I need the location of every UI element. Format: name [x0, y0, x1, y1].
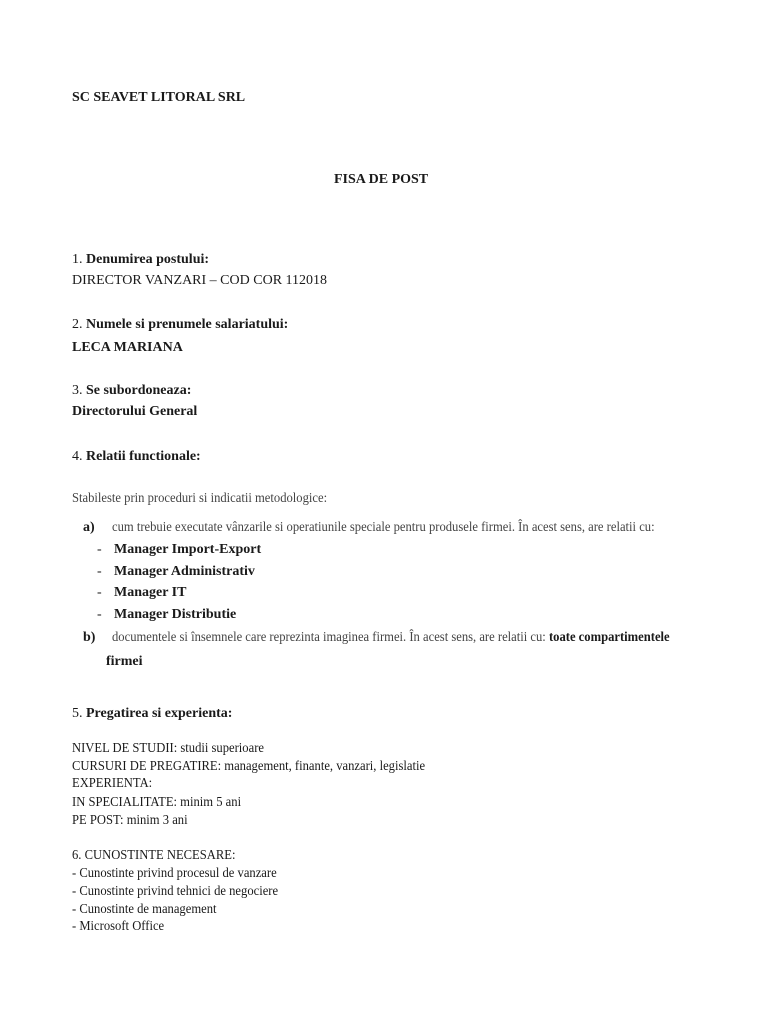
employee-name-value: LECA MARIANA: [72, 340, 183, 355]
manager-import-export: Manager Import-Export: [114, 542, 262, 557]
item-b-bold: toate compartimentele: [548, 630, 670, 645]
dash-3: -: [97, 585, 102, 600]
experience-post: PE POST: minim 3 ani: [72, 813, 188, 828]
item-a-text: cum trebuie executate vânzarile si operatiunile speciale pentru produsele firmei. În acest sens, are relatii cu:: [112, 520, 655, 535]
section-4-title: Relatii functionale:: [86, 449, 201, 464]
job-title-value: DIRECTOR VANZARI – COD COR 112018: [72, 273, 328, 288]
relations-intro: Stabileste prin proceduri si indicatii metodologice:: [72, 491, 328, 506]
training-courses: CURSURI DE PREGATIRE: management, finante, vanzari, legislatie: [72, 759, 426, 774]
section-6-heading: 6. CUNOSTINTE NECESARE:: [72, 848, 236, 863]
section-1-heading: [72, 252, 209, 268]
manager-it: Manager IT: [114, 585, 187, 600]
company-name: SC SEAVET LITORAL SRL: [72, 90, 246, 105]
item-a-label: a): [83, 520, 95, 535]
dash-2: -: [97, 564, 102, 579]
section-4-number: 4.: [72, 449, 86, 464]
section-1-number: 1.: [72, 252, 86, 267]
section-5-heading: [72, 706, 232, 722]
section-4-heading: [72, 449, 201, 465]
dash-1: -: [97, 542, 102, 557]
section-5-title: Pregatirea si experienta:: [86, 706, 233, 721]
knowledge-microsoft-office: - Microsoft Office: [72, 919, 165, 934]
experience-label: EXPERIENTA:: [72, 776, 153, 791]
knowledge-negotiation: - Cunostinte privind tehnici de negociere: [72, 884, 279, 899]
item-b-text: documentele si însemnele care reprezinta imaginea firmei. În acest sens, are relatii cu: toate compartimentele: [112, 630, 670, 645]
item-b-bold-continued: firmei: [106, 654, 143, 669]
section-1-title: Denumirea postului:: [86, 252, 210, 267]
studies-level: NIVEL DE STUDII: studii superioare: [72, 741, 264, 756]
section-2-number: 2.: [72, 317, 86, 332]
item-b-label: b): [83, 630, 96, 645]
section-2-title: Numele si prenumele salariatului:: [86, 317, 289, 332]
section-5-number: 5.: [72, 706, 86, 721]
manager-administrativ: Manager Administrativ: [114, 564, 255, 579]
knowledge-management: - Cunostinte de management: [72, 902, 217, 917]
manager-distributie: Manager Distributie: [114, 607, 237, 622]
section-3-title: Se subordoneaza:: [86, 383, 192, 398]
knowledge-sales-process: - Cunostinte privind procesul de vanzare: [72, 866, 277, 881]
dash-4: -: [97, 607, 102, 622]
section-3-heading: [72, 383, 191, 399]
section-3-number: 3.: [72, 383, 86, 398]
experience-specialty: IN SPECIALITATE: minim 5 ani: [72, 795, 242, 810]
document-title: FISA DE POST: [334, 172, 429, 187]
supervisor-value: Directorului General: [72, 404, 198, 419]
section-2-heading: [72, 317, 288, 333]
